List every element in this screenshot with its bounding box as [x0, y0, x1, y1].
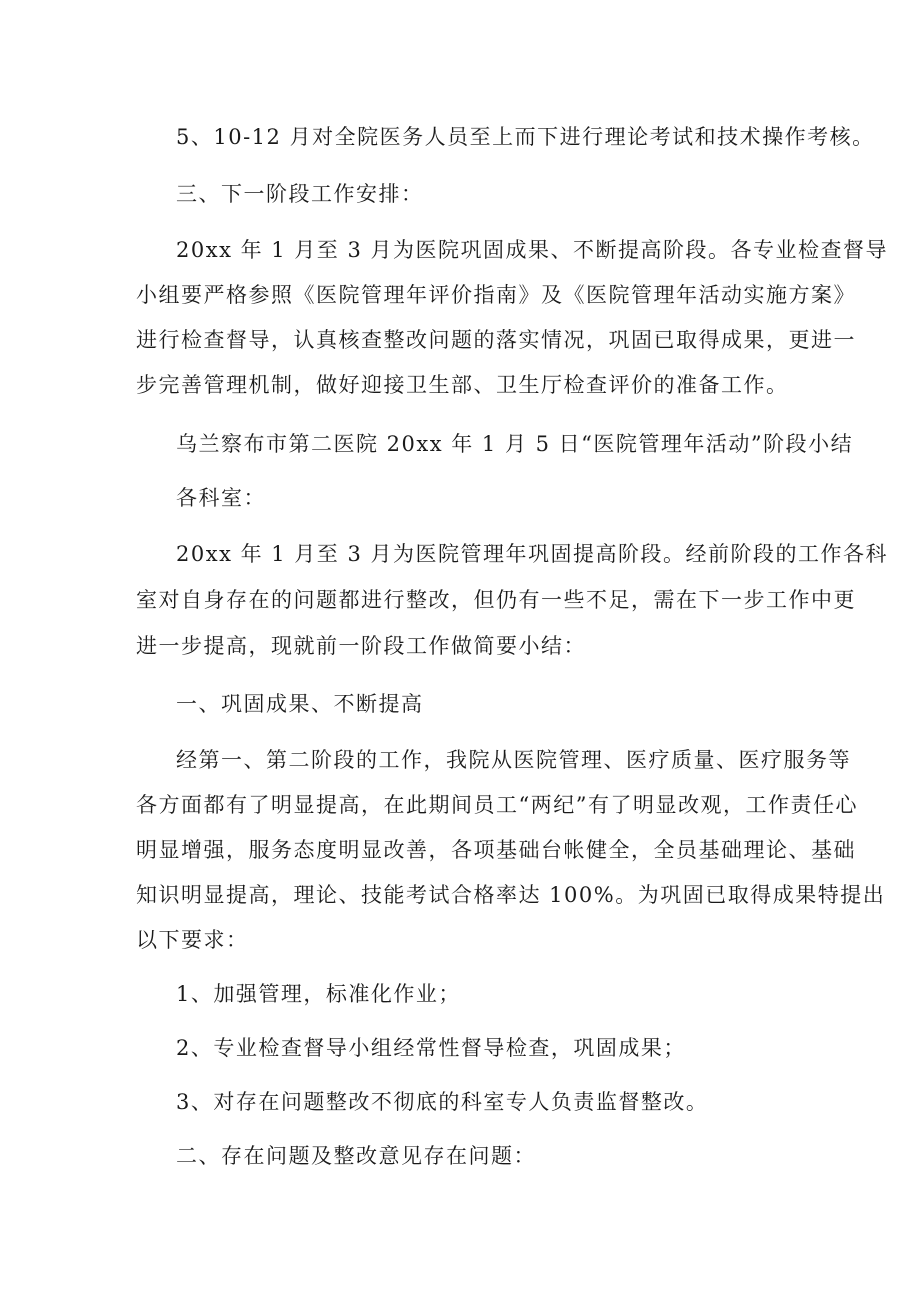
paragraph-line: 进一步提高，现就前一阶段工作做简要小结：	[136, 634, 586, 658]
paragraph-line: 进行检查督导，认真核查整改问题的落实情况，巩固已取得成果，更进一	[136, 328, 856, 352]
paragraph-line: 知识明显提高，理论、技能考试合格率达 100%。为巩固已取得成果特提出	[136, 883, 886, 907]
section-heading: 三、下一阶段工作安排：	[176, 182, 424, 206]
paragraph-line: 明显增强，服务态度明显改善，各项基础台帐健全，全员基础理论、基础	[136, 838, 856, 862]
paragraph-line: 以下要求：	[136, 928, 249, 952]
list-item: 3、对存在问题整改不彻底的科室专人负责监督整改。	[176, 1090, 709, 1114]
salutation: 各科室：	[176, 486, 266, 510]
text-line: 5、10-12 月对全院医务人员至上而下进行理论考试和技术操作考核。	[176, 125, 875, 149]
list-item: 2、专业检查督导小组经常性督导检查，巩固成果；	[176, 1036, 686, 1060]
paragraph-line: 室对自身存在的问题都进行整改，但仍有一些不足，需在下一步工作中更	[136, 588, 856, 612]
paragraph-line: 20xx 年 1 月至 3 月为医院巩固成果、不断提高阶段。各专业检查督导	[176, 238, 889, 262]
summary-title: 乌兰察布市第二医院 20xx 年 1 月 5 日“医院管理年活动”阶段小结	[176, 432, 854, 456]
section-heading: 一、巩固成果、不断提高	[176, 692, 424, 716]
paragraph-line: 经第一、第二阶段的工作，我院从医院管理、医疗质量、医疗服务等	[176, 748, 851, 772]
list-item: 1、加强管理，标准化作业；	[176, 982, 461, 1006]
paragraph-line: 小组要严格参照《医院管理年评价指南》及《医院管理年活动实施方案》	[136, 283, 856, 307]
section-heading: 二、存在问题及整改意见存在问题：	[176, 1144, 536, 1168]
paragraph-line: 步完善管理机制，做好迎接卫生部、卫生厅检查评价的准备工作。	[136, 373, 789, 397]
paragraph-line: 20xx 年 1 月至 3 月为医院管理年巩固提高阶段。经前阶段的工作各科	[176, 542, 889, 566]
paragraph-line: 各方面都有了明显提高，在此期间员工“两纪”有了明显改观，工作责任心	[136, 793, 858, 817]
